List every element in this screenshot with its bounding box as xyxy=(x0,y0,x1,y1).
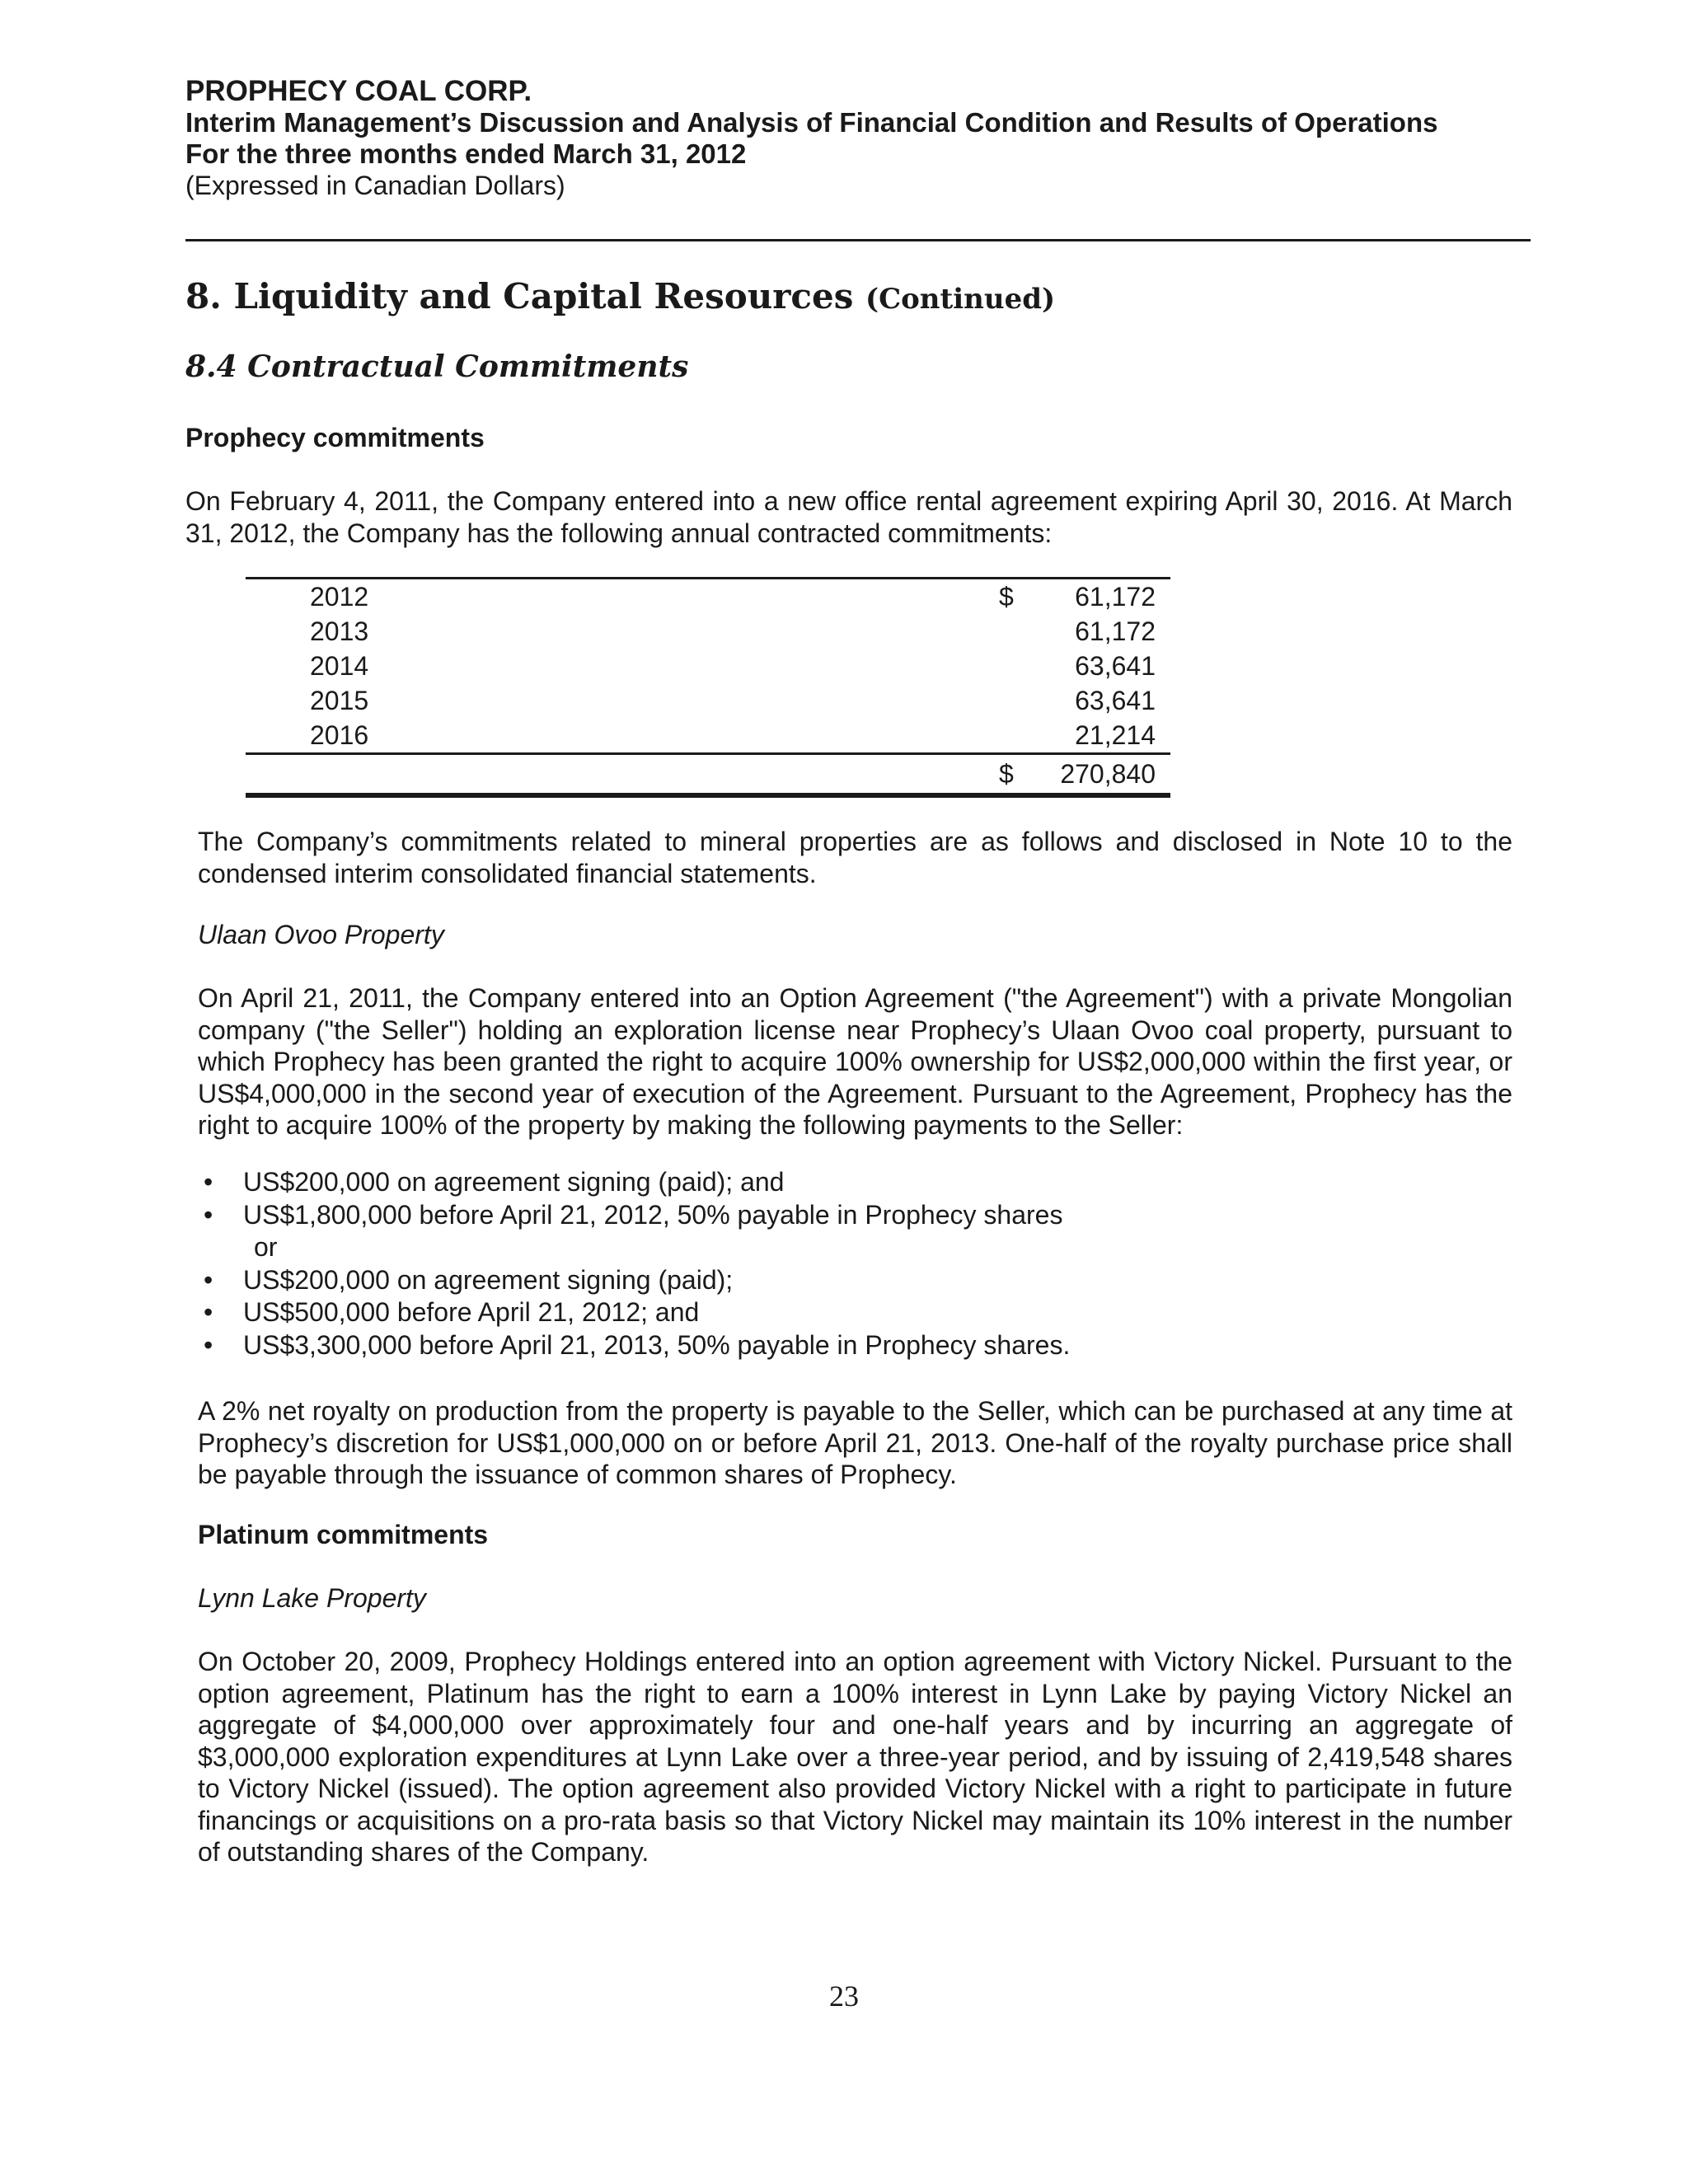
bullet-icon: • xyxy=(204,1297,213,1327)
currency-cell xyxy=(999,614,1040,649)
year-cell: 2015 xyxy=(310,686,369,715)
list-item xyxy=(198,1199,1517,1232)
bullet-text: US$1,800,000 before April 21, 2012, 50% payable in Prophecy shares xyxy=(243,1199,1063,1230)
commitments-table xyxy=(246,577,1170,798)
payment-bullet-list xyxy=(198,1166,1517,1361)
section-continued: (Continued) xyxy=(865,283,1056,316)
amount-cell: 63,641 xyxy=(1075,686,1156,715)
currency-cell xyxy=(999,718,1040,754)
option-agreement-paragraph: On April 21, 2011, the Company entered into an Option Agreement ("the Agreement") with a private Mongolian company ("the Seller") holding an exploration license near Prophecy’s Ulaan Ovoo coal property, pursuant to which Prophecy has been granted the right to acquire 100% ownership for US$2,000,000 within the first year, or US$4,000,000 in the second year of execution of the Agreement. Pursuant to the Agreement, Prophecy has the right to acquire 100% of the property by making the following payments to the Seller: xyxy=(198,983,1512,1140)
report-period: For the three months ended March 31, 2012 xyxy=(185,138,747,169)
list-item xyxy=(198,1264,1517,1297)
list-item xyxy=(198,1329,1517,1362)
prophecy-commitments-heading: Prophecy commitments xyxy=(185,423,485,452)
total-currency-cell: $ xyxy=(999,754,1040,796)
bullet-text: US$200,000 on agreement signing (paid); xyxy=(243,1264,734,1295)
table-total-row xyxy=(246,754,1170,796)
currency-cell xyxy=(999,649,1040,683)
mineral-properties-paragraph: The Company’s commitments related to mineral properties are as follows and disclosed in Note 10 to the condensed interim consolidated financial statements. xyxy=(198,827,1512,888)
subsection-heading: 8.4 Contractual Commitments xyxy=(185,349,689,384)
amount-cell: 61,172 xyxy=(1075,616,1156,646)
ulaan-ovoo-heading: Ulaan Ovoo Property xyxy=(198,920,444,949)
bullet-icon: • xyxy=(204,1264,213,1295)
year-cell: 2012 xyxy=(246,579,999,615)
platinum-commitments-heading: Platinum commitments xyxy=(198,1520,489,1549)
bullet-icon: • xyxy=(204,1167,213,1197)
section-heading xyxy=(185,272,1055,324)
bullet-icon: • xyxy=(204,1199,213,1230)
section-title: 8. Liquidity and Capital Resources xyxy=(185,276,854,316)
header-divider xyxy=(185,239,1531,241)
amount-cell: 63,641 xyxy=(1075,651,1156,681)
lynn-lake-heading: Lynn Lake Property xyxy=(198,1583,426,1613)
table-row xyxy=(246,683,1170,718)
or-separator: or xyxy=(254,1232,278,1262)
year-cell: 2014 xyxy=(310,651,369,681)
lynn-lake-paragraph: On October 20, 2009, Prophecy Holdings entered into an option agreement with Victory Nickel. Pursuant to the option agreement, Platinum has the right to earn a 100% interest in Lynn Lake by paying Victory Nickel an aggregate of $4,000,000 over approximately four and one-half years and by incurring an aggregate of $3,000,000 exploration expenditures at Lynn Lake over a three-year period, and by issuing of 2,419,548 shares to Victory Nickel (issued). The option agreement also provided Victory Nickel with a right to participate in future financings or acquisitions on a pro-rata basis so that Victory Nickel may maintain its 10% interest in the number of outstanding shares of the Company. xyxy=(198,1647,1512,1867)
currency-note: (Expressed in Canadian Dollars) xyxy=(185,171,565,200)
list-item xyxy=(198,1166,1517,1199)
currency-cell xyxy=(999,683,1040,718)
amount-cell: 61,172 xyxy=(1040,579,1170,615)
bullet-icon: • xyxy=(204,1329,213,1360)
table-row xyxy=(246,649,1170,683)
royalty-paragraph: A 2% net royalty on production from the property is payable to the Seller, which can be purchased at any time at Prophecy’s discretion for US$1,000,000 on or before April 21, 2013. One-half of the royalty purchase price shall be payable through the issuance of common shares of Prophecy. xyxy=(198,1396,1512,1489)
list-item xyxy=(198,1296,1517,1329)
report-title: Interim Management’s Discussion and Analysis of Financial Condition and Results of Operations xyxy=(185,107,1438,138)
bullet-text: US$500,000 before April 21, 2012; and xyxy=(243,1297,700,1327)
year-cell xyxy=(246,754,999,796)
bullet-text: US$200,000 on agreement signing (paid); and xyxy=(243,1167,785,1197)
page-number: 23 xyxy=(829,1980,859,2013)
company-name: PROPHECY COAL CORP. xyxy=(185,75,532,107)
table-row xyxy=(246,614,1170,649)
amount-cell: 21,214 xyxy=(1075,720,1156,750)
table-row xyxy=(246,718,1170,754)
table-row xyxy=(246,579,1170,615)
currency-cell: $ xyxy=(999,579,1040,615)
year-cell: 2013 xyxy=(310,616,369,646)
total-amount-cell: 270,840 xyxy=(1040,754,1170,796)
bullet-text: US$3,300,000 before April 21, 2013, 50% payable in Prophecy shares. xyxy=(243,1329,1071,1360)
year-cell: 2016 xyxy=(310,720,369,750)
document-header xyxy=(185,76,1533,201)
rental-agreement-paragraph: On February 4, 2011, the Company entered into a new office rental agreement expiring April 30, 2016. At March 31, 2012, the Company has the following annual contracted commitments: xyxy=(185,486,1512,548)
